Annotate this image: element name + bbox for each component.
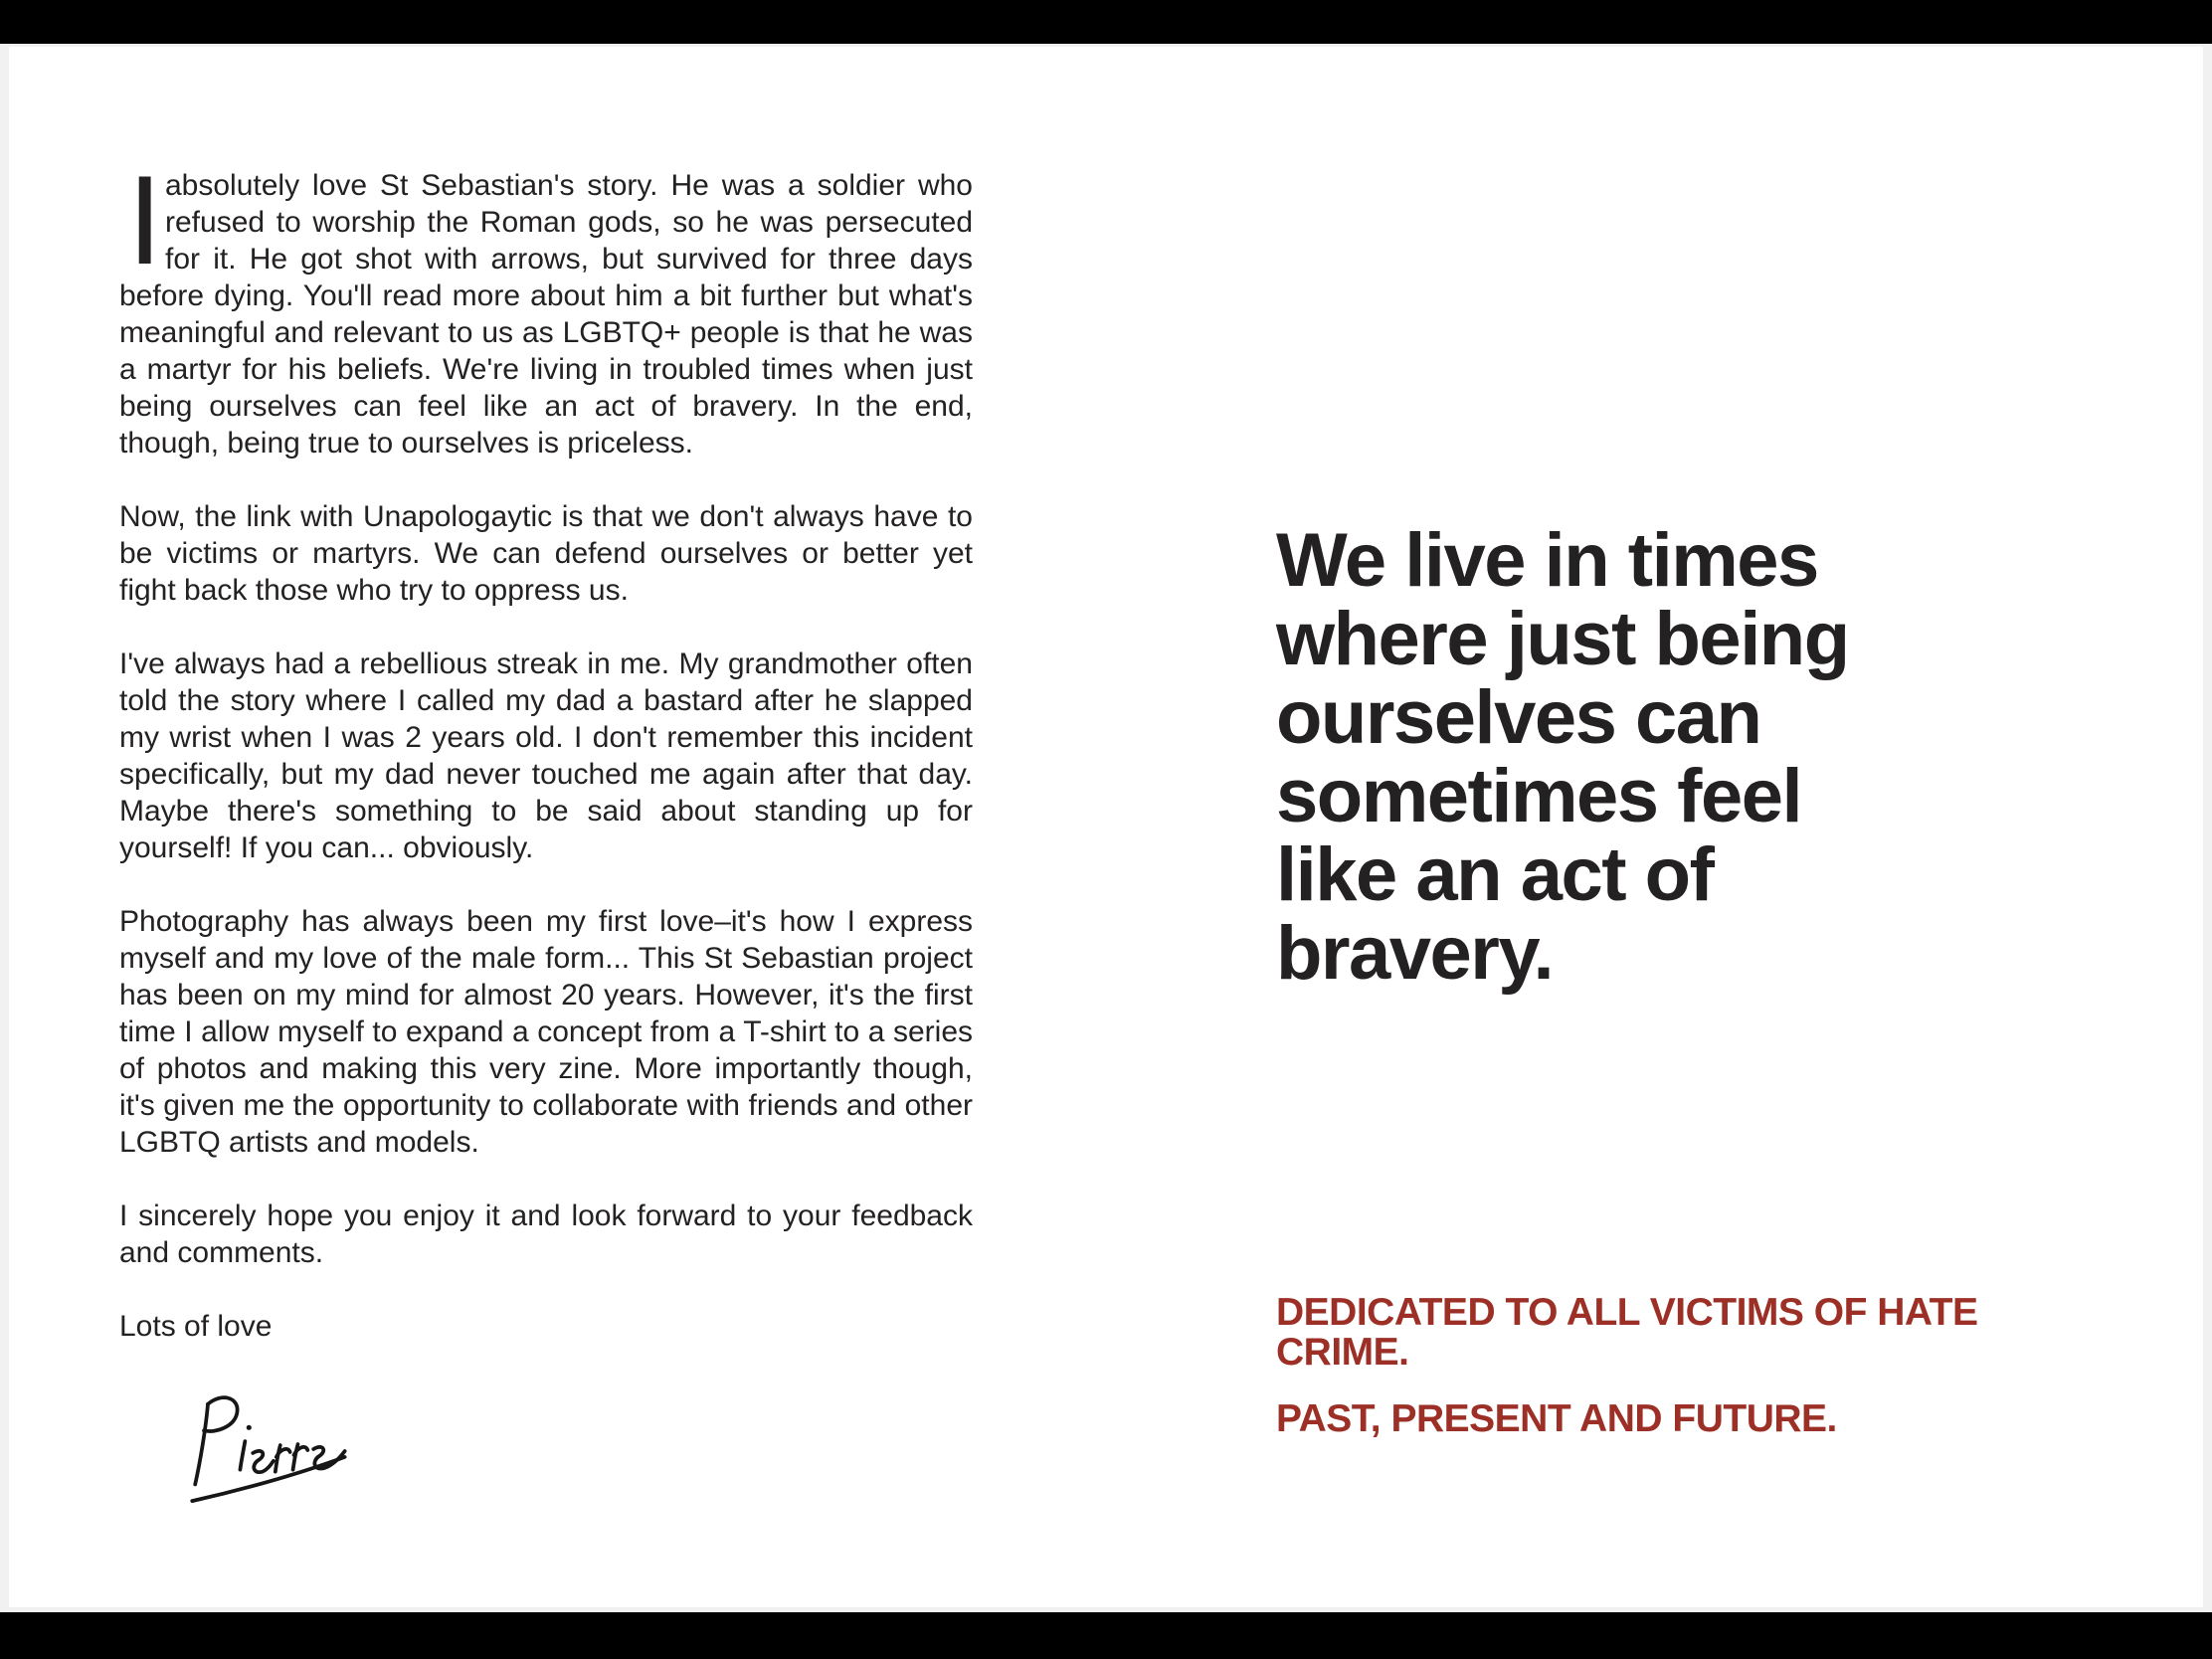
- pull-quote-line-4: sometimes feel: [1276, 754, 1802, 838]
- pull-quote-line-2: where just being: [1276, 597, 1849, 681]
- paragraph-1-text: absolutely love St Sebastian's story. He was a soldier who refused to worship the Roman gods, so he was persecuted for it. He got shot with arrows, but survived for three days before dying. You'll read more about him a bit further but what's meaningful and relevant to us as LGBTQ+ people is that he was a martyr for his beliefs. We're living in troubled times when just being ourselves can feel like an act of bravery. In the end, though, being true to ourselves is priceless.: [119, 169, 973, 460]
- pull-quote-line-5: like an act of: [1276, 832, 1714, 917]
- intro-text-column: [119, 149, 973, 1345]
- pull-quote-line-1: We live in times: [1276, 518, 1818, 603]
- pull-quote: [1276, 518, 1849, 996]
- pull-quote-line-3: ourselves can: [1276, 675, 1761, 760]
- letterbox-bottom: [0, 1612, 2212, 1659]
- paragraph-2: Now, the link with Unapologaytic is that we don't always have to be victims or martyrs. We can defend ourselves or better yet fight back those who try to oppress us.: [119, 500, 973, 607]
- paragraph-3: I've always had a rebellious streak in me. My grandmother often told the story where I called my dad a bastard after he slapped my wrist when I was 2 years old. I don't remember this incident specifically, but my dad never touched me again after that day. Maybe there's something to be said about standing up for yourself! If you can... obviously.: [119, 647, 973, 864]
- letterbox-top: [0, 0, 2212, 44]
- dedication-block: [1276, 1293, 2062, 1439]
- paragraph-5: I sincerely hope you enjoy it and look forward to your feedback and comments.: [119, 1199, 973, 1269]
- closing-line: Lots of love: [119, 1310, 273, 1343]
- pierre-signature: [181, 1390, 350, 1508]
- dedication-line-2: PAST, PRESENT AND FUTURE.: [1276, 1397, 1837, 1440]
- pull-quote-line-6: bravery.: [1276, 911, 1554, 996]
- dedication-line-1: DEDICATED TO ALL VICTIMS OF HATE CRIME.: [1276, 1291, 1978, 1374]
- paragraph-4: Photography has always been my first love–it's how I express myself and my love of the male form... This St Sebastian project has been on my mind for almost 20 years. However, it's the first time I allow myself to expand a concept from a T-shirt to a series of photos and making this very zine. More importantly though, it's given me the opportunity to collaborate with friends and other LGBTQ artists and models.: [119, 905, 973, 1159]
- drop-cap: I: [127, 149, 163, 290]
- paragraph-1: [119, 149, 973, 461]
- signature-drawing: [181, 1390, 350, 1508]
